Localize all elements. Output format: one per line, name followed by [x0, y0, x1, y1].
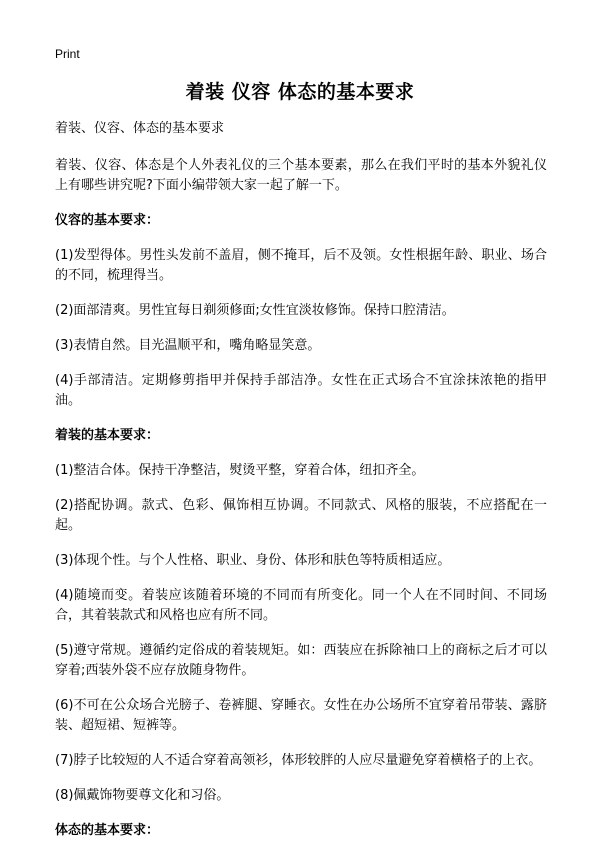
intro-paragraph: 着装、仪容、体态是个人外表礼仪的三个基本要素，那么在我们平时的基本外貌礼仪上有哪些讲究呢?下面小编带领大家一起了解一下。: [55, 158, 547, 193]
appearance-item-3: (3)表情自然。目光温顺平和，嘴角略显笑意。: [55, 338, 321, 353]
section-heading-dress: 着装的基本要求：: [55, 428, 160, 443]
appearance-item-4: (4)手部清洁。定期修剪指甲并保持手部洁净。女性在正式场合不宜涂抹浓艳的指甲油。: [55, 373, 547, 408]
dress-item-7: (7)脖子比较短的人不适合穿着高领衫，体形较胖的人应尽量避免穿着横格子的上衣。: [55, 753, 542, 768]
dress-item-8: (8)佩戴饰物要尊文化和习俗。: [55, 788, 230, 803]
dress-item-5: (5)遵守常规。遵循约定俗成的着装规矩。如：西装应在拆除袖口上的商标之后才可以穿着;西装外袋不应存放随身物件。: [55, 643, 547, 678]
dress-item-2: (2)搭配协调。款式、色彩、佩饰相互协调。不同款式、风格的服装，不应搭配在一起。: [55, 498, 547, 533]
dress-item-6: (6)不可在公众场合光膀子、卷裤腿、穿睡衣。女性在办公场所不宜穿着吊带装、露脐装、超短裙、短裤等。: [55, 698, 547, 733]
appearance-item-2: (2)面部清爽。男性宜每日剃须修面;女性宜淡妆修饰。保持口腔清洁。: [55, 303, 455, 318]
dress-item-1: (1)整洁合体。保持干净整洁，熨烫平整，穿着合体，纽扣齐全。: [55, 463, 425, 478]
document-subtitle: 着装、仪容、体态的基本要求: [55, 121, 225, 136]
dress-item-3: (3)体现个性。与个人性格、职业、身份、体形和肤色等特质相适应。: [55, 553, 451, 568]
appearance-item-1: (1)发型得体。男性头发前不盖眉，侧不掩耳，后不及领。女性根据年龄、职业、场合的不同，梳理得当。: [55, 248, 547, 283]
section-heading-posture: 体态的基本要求：: [55, 823, 160, 838]
document-body: [55, 119, 547, 856]
document-title: 着装 仪容 体态的基本要求: [185, 81, 415, 103]
section-heading-appearance: 仪容的基本要求：: [55, 213, 160, 228]
print-link[interactable]: Print: [55, 47, 80, 61]
dress-item-4: (4)随境而变。着装应该随着环境的不同而有所变化。同一个人在不同时间、不同场合，其着装款式和风格也应有所不同。: [55, 588, 547, 623]
